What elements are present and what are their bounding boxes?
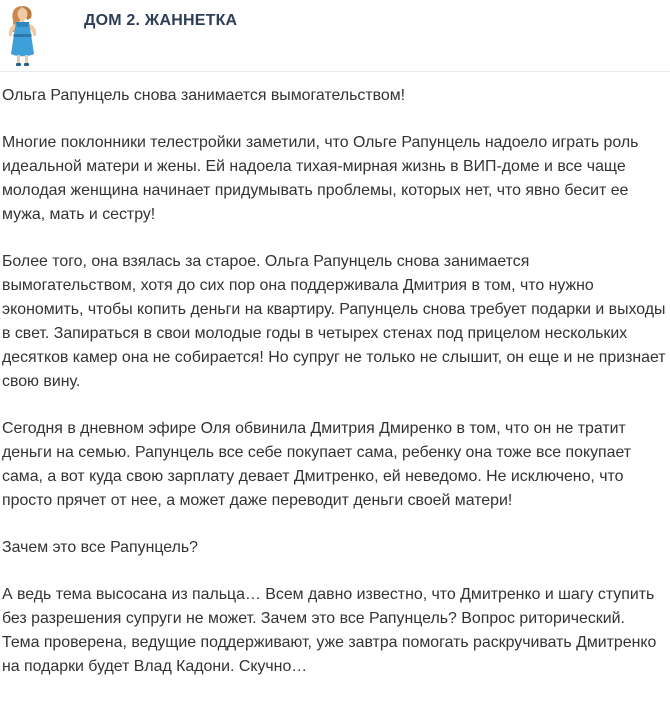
channel-header	[0, 0, 670, 68]
article-paragraph: Многие поклонники телестройки заметили, что Ольге Рапунцель надоело играть роль идеальной матери и жены. Ей надоела тихая-мирная жизнь в ВИП-доме и все чаще молодая женщина начинает придумывать проблемы, которых нет, что явно бесит ее мужа, мать и сестру!	[2, 134, 639, 223]
channel-title[interactable]: ДОМ 2. ЖАННЕТКА	[84, 12, 238, 29]
article-body	[2, 84, 666, 702]
girl-in-blue-dress-avatar-icon	[0, 0, 50, 68]
article-headline: Ольга Рапунцель снова занимается вымогательством!	[2, 87, 406, 104]
article-paragraph: Более того, она взялась за старое. Ольга Рапунцель снова занимается вымогательством, хотя до сих пор она поддерживала Дмитрия в том, что нужно экономить, чтобы копить деньги на квартиру. Рапунцель снова требует подарки и выходы в свет. Запираться в свои молодые годы в четырех стенах под прицелом нескольких десятков камер она не собирается! Но супруг не только не слышит, он еще и не признает свою вину.	[2, 253, 666, 390]
article-paragraph: А ведь тема высосана из пальца… Всем давно известно, что Дмитренко и шагу ступить без разрешения супруги не может. Зачем это все Рапунцель? Вопрос риторический. Тема проверена, ведущие поддерживают, уже завтра помогать раскручивать Дмитренко на подарки будет Влад Кадони. Скучно…	[2, 586, 657, 675]
article-paragraph: Сегодня в дневном эфире Оля обвинила Дмитрия Дмиренко в том, что он не тратит деньги на семью. Рапунцель все себе покупает сама, ребенку она тоже все покупает сама, а вот куда свою зарплату девает Дмитренко, ей неведомо. Не исключено, что просто прячет от нее, а может даже переводит деньги своей матери!	[2, 420, 632, 509]
article-subheading: Зачем это все Рапунцель?	[2, 539, 198, 556]
header-divider	[0, 71, 670, 72]
channel-avatar[interactable]	[0, 0, 50, 68]
